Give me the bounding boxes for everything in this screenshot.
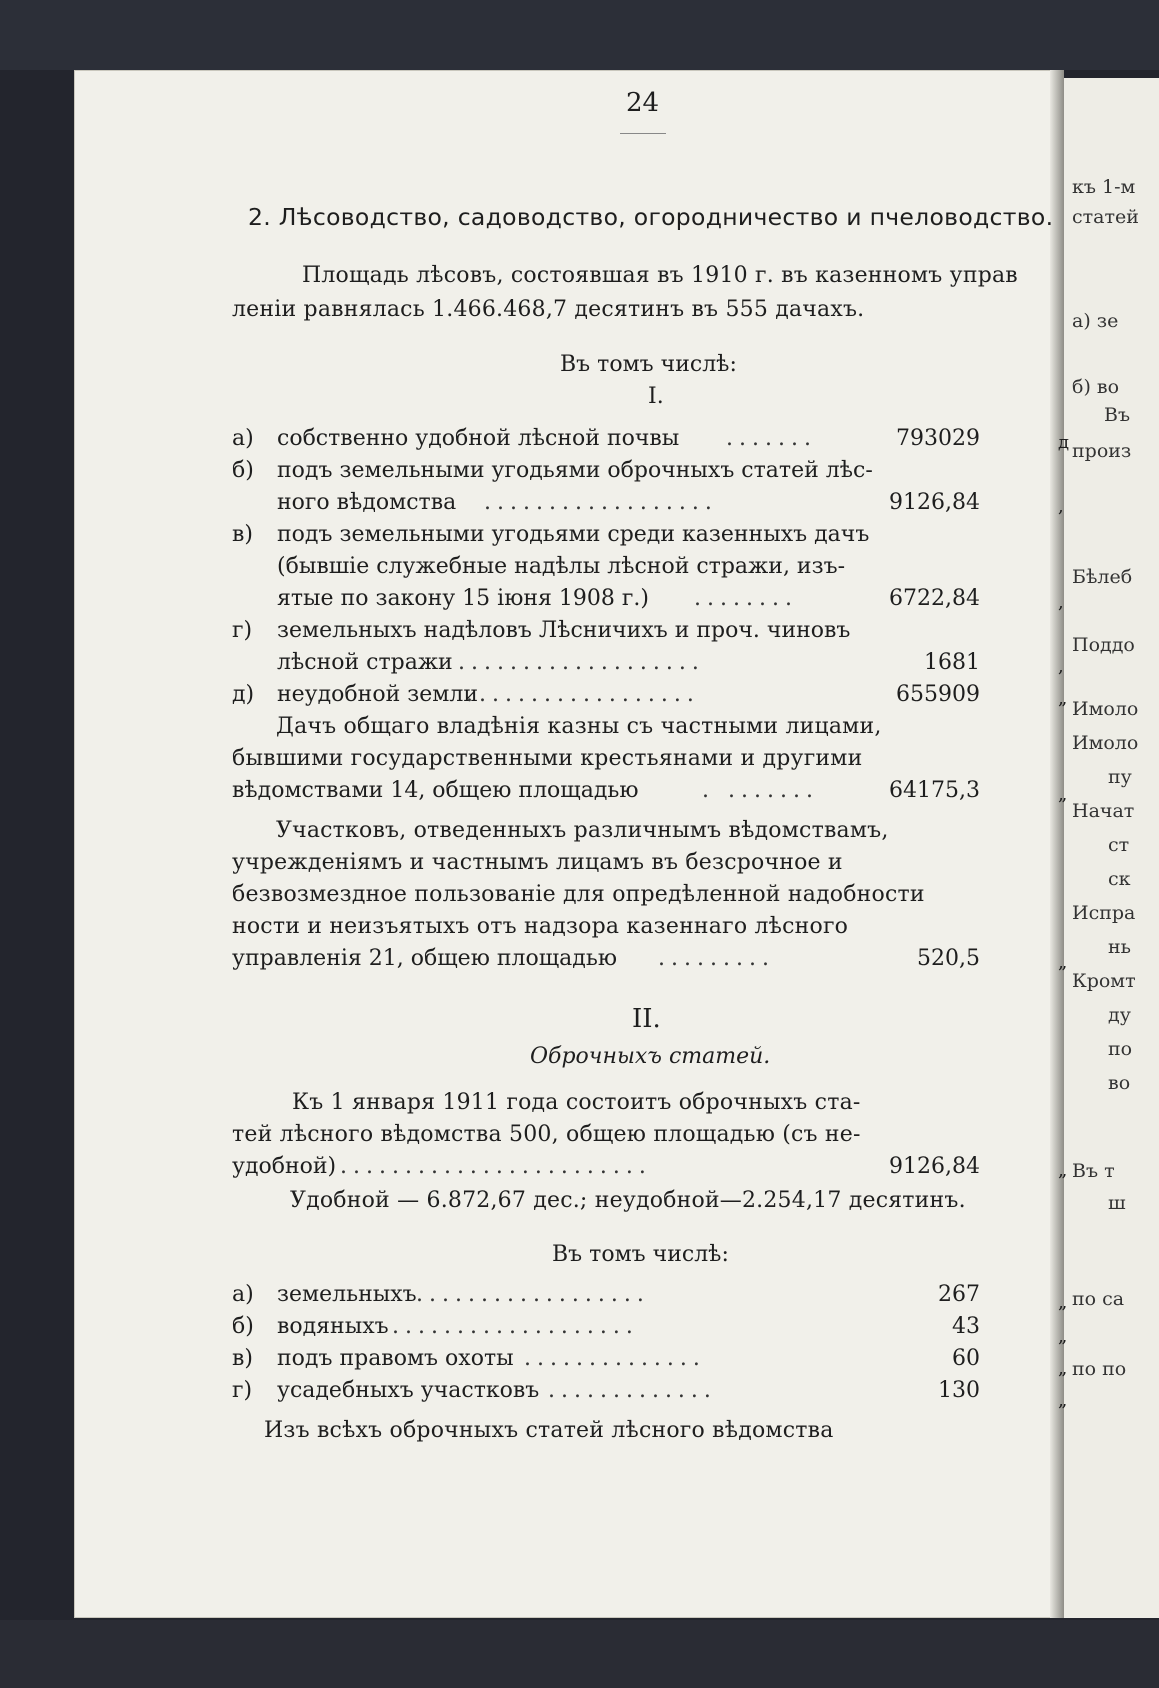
unit-mark: „ bbox=[1058, 1358, 1068, 1379]
fragment-text: по bbox=[1108, 1038, 1133, 1060]
leader-dots: ............. bbox=[548, 1378, 717, 1403]
leader-dots: ................... bbox=[458, 650, 705, 675]
adjacent-page-fragment bbox=[1064, 78, 1159, 1618]
fragment-text: къ 1-м bbox=[1072, 176, 1136, 198]
page-number-rule bbox=[620, 133, 666, 134]
leader-dots: ........ bbox=[694, 586, 798, 611]
paragraph-line: удобной) bbox=[232, 1154, 337, 1179]
fragment-text: Въ bbox=[1104, 404, 1131, 426]
item-value: 267 bbox=[938, 1282, 980, 1307]
fragment-text: Имоло bbox=[1072, 732, 1139, 754]
subsection-title: Въ томъ числѣ: bbox=[560, 352, 737, 377]
paragraph-line: вѣдомствами 14, общею площадью bbox=[232, 778, 639, 803]
list-item-continuation bbox=[232, 554, 1052, 584]
fragment-text: нь bbox=[1108, 936, 1132, 958]
list-item bbox=[232, 426, 1052, 456]
paragraph-total bbox=[232, 1154, 1052, 1184]
list-item-continuation bbox=[232, 490, 1052, 520]
list-item bbox=[232, 1378, 1052, 1408]
item-text: земельныхъ bbox=[277, 1282, 417, 1307]
roman-numeral: II. bbox=[632, 1004, 661, 1034]
intro-line: леніи равнялась 1.466.468,7 десятинъ въ 555 дачахъ. bbox=[232, 297, 865, 322]
unit-mark: , bbox=[1058, 656, 1064, 677]
item-value: 1681 bbox=[924, 650, 980, 675]
unit-mark: „ bbox=[1058, 1326, 1068, 1347]
fragment-text: Поддо bbox=[1072, 634, 1135, 656]
paragraph-line: Участковъ, отведенныхъ различнымъ вѣдомствамъ, bbox=[276, 818, 889, 843]
fragment-text: б) во bbox=[1072, 376, 1120, 398]
leader-dots: .................. bbox=[466, 682, 700, 707]
list-item-continuation bbox=[232, 586, 1052, 616]
item-label: г) bbox=[232, 618, 253, 643]
leader-dots: ........................ bbox=[340, 1154, 652, 1179]
item-value: 6722,84 bbox=[889, 586, 980, 611]
item-text: водяныхъ bbox=[277, 1314, 389, 1339]
list-item bbox=[232, 458, 1052, 488]
item-label: б) bbox=[232, 458, 254, 483]
fragment-text: ду bbox=[1108, 1004, 1131, 1026]
unit-mark: „ bbox=[1058, 1160, 1068, 1181]
fragment-text: Имоло bbox=[1072, 698, 1139, 720]
leader-dots: .............. bbox=[524, 1346, 706, 1371]
item-value: 43 bbox=[952, 1314, 980, 1339]
list-item-continuation bbox=[232, 650, 1052, 680]
item-text: земельныхъ надѣловъ Лѣсничихъ и проч. чиновъ bbox=[277, 618, 851, 643]
unit-mark: „ bbox=[1058, 784, 1068, 805]
leader-dots: ................... bbox=[392, 1314, 639, 1339]
fragment-text: по по bbox=[1072, 1358, 1127, 1380]
unit-mark: „ bbox=[1058, 688, 1068, 709]
roman-numeral: I. bbox=[648, 384, 664, 409]
leader-dots: ......... bbox=[658, 946, 775, 971]
intro-line: Площадь лѣсовъ, состоявшая въ 1910 г. въ казенномъ управ bbox=[302, 263, 1018, 288]
page-number: 24 bbox=[626, 88, 660, 118]
list-item bbox=[232, 618, 1052, 648]
fragment-text: во bbox=[1108, 1072, 1131, 1094]
fragment-text: а) зе bbox=[1072, 310, 1119, 332]
item-text: подъ земельными угодьями среди казенныхъ дачъ bbox=[277, 522, 870, 547]
subsection-title: Въ томъ числѣ: bbox=[552, 1242, 729, 1267]
paragraph-line: управленія 21, общею площадью bbox=[232, 946, 617, 971]
paragraph-line: тей лѣсного вѣдомства 500, общею площадью (съ не- bbox=[232, 1122, 861, 1147]
leader-dots: ....... bbox=[726, 426, 817, 451]
item-value: 60 bbox=[952, 1346, 980, 1371]
fragment-text: ск bbox=[1108, 868, 1131, 890]
background-bottom bbox=[0, 1620, 1159, 1688]
item-label: а) bbox=[232, 1282, 254, 1307]
fragment-text: Начат bbox=[1072, 800, 1135, 822]
item-text: подъ земельными угодьями оброчныхъ статей лѣс- bbox=[277, 458, 873, 483]
fragment-text: Въ т bbox=[1072, 1160, 1115, 1182]
item-text: усадебныхъ участковъ bbox=[277, 1378, 540, 1403]
fragment-text: Кромт bbox=[1072, 970, 1136, 992]
paragraph-value: 9126,84 bbox=[889, 1154, 980, 1179]
item-text: неудобной земли bbox=[277, 682, 478, 707]
fragment-text: Бѣлеб bbox=[1072, 566, 1133, 588]
unit-mark: , bbox=[1058, 592, 1064, 613]
paragraph-value: 64175,3 bbox=[889, 778, 980, 803]
paragraph-total bbox=[232, 946, 1052, 976]
paragraph-line: ности и неизъятыхъ отъ надзора казеннаго лѣсного bbox=[232, 914, 849, 939]
list-item bbox=[232, 1346, 1052, 1376]
unit-mark: д bbox=[1058, 432, 1070, 453]
leader-dots: .................. bbox=[484, 490, 718, 515]
item-value: 130 bbox=[938, 1378, 980, 1403]
fragment-text: пу bbox=[1108, 766, 1132, 788]
closing-line: Изъ всѣхъ оброчныхъ статей лѣсного вѣдомства bbox=[264, 1418, 834, 1443]
item-label: в) bbox=[232, 522, 253, 547]
paragraph-total bbox=[232, 778, 1052, 808]
fragment-text: статей bbox=[1072, 206, 1139, 228]
fragment-text: ст bbox=[1108, 834, 1130, 856]
summary-line: Удобной — 6.872,67 дес.; неудобной—2.254,17 десятинъ. bbox=[290, 1188, 966, 1213]
item-value: 655909 bbox=[896, 682, 980, 707]
item-text: собственно удобной лѣсной почвы bbox=[277, 426, 680, 451]
item-label: г) bbox=[232, 1378, 253, 1403]
item-label: б) bbox=[232, 1314, 254, 1339]
item-label: д) bbox=[232, 682, 255, 707]
fragment-text: ш bbox=[1108, 1192, 1126, 1214]
paragraph-value: 520,5 bbox=[917, 946, 980, 971]
unit-mark: , bbox=[1058, 496, 1064, 517]
item-value: 9126,84 bbox=[889, 490, 980, 515]
fragment-text: произ bbox=[1072, 440, 1132, 462]
paragraph-line: Къ 1 января 1911 года состоитъ оброчныхъ ста- bbox=[292, 1090, 861, 1115]
list-item bbox=[232, 1314, 1052, 1344]
item-text: ного вѣдомства bbox=[277, 490, 457, 515]
paragraph-line: Дачъ общаго владѣнія казны съ частными лицами, bbox=[276, 714, 882, 739]
item-text: (бывшіе служебные надѣлы лѣсной стражи, изъ- bbox=[277, 554, 846, 579]
section-heading: 2. Лѣсоводство, садоводство, огородничество и пчеловодство. bbox=[248, 203, 1054, 231]
list-item bbox=[232, 522, 1052, 552]
leader-dots: . ....... bbox=[702, 778, 819, 803]
item-text: ятые по закону 15 іюня 1908 г.) bbox=[277, 586, 649, 611]
unit-mark: „ bbox=[1058, 952, 1068, 973]
list-item bbox=[232, 1282, 1052, 1312]
fragment-text: по са bbox=[1072, 1288, 1125, 1310]
item-text: подъ правомъ охоты bbox=[277, 1346, 514, 1371]
list-item bbox=[232, 682, 1052, 712]
item-text: лѣсной стражи bbox=[277, 650, 453, 675]
fragment-text: Испра bbox=[1072, 902, 1136, 924]
item-label: в) bbox=[232, 1346, 253, 1371]
paragraph-line: учрежденіямъ и частнымъ лицамъ въ безсрочное и bbox=[232, 850, 843, 875]
unit-mark: „ bbox=[1058, 1292, 1068, 1313]
paragraph-line: безвозмездное пользованіе для опредѣленной надобности bbox=[232, 882, 925, 907]
leader-dots: .................. bbox=[416, 1282, 650, 1307]
page-gutter bbox=[1050, 70, 1064, 1618]
paragraph-line: бывшими государственными крестьянами и другими bbox=[232, 746, 863, 771]
item-label: а) bbox=[232, 426, 254, 451]
subsection-title: Оброчныхъ статей. bbox=[530, 1044, 771, 1069]
unit-mark: „ bbox=[1058, 1390, 1068, 1411]
background-top bbox=[0, 0, 1159, 70]
item-value: 793029 bbox=[896, 426, 980, 451]
